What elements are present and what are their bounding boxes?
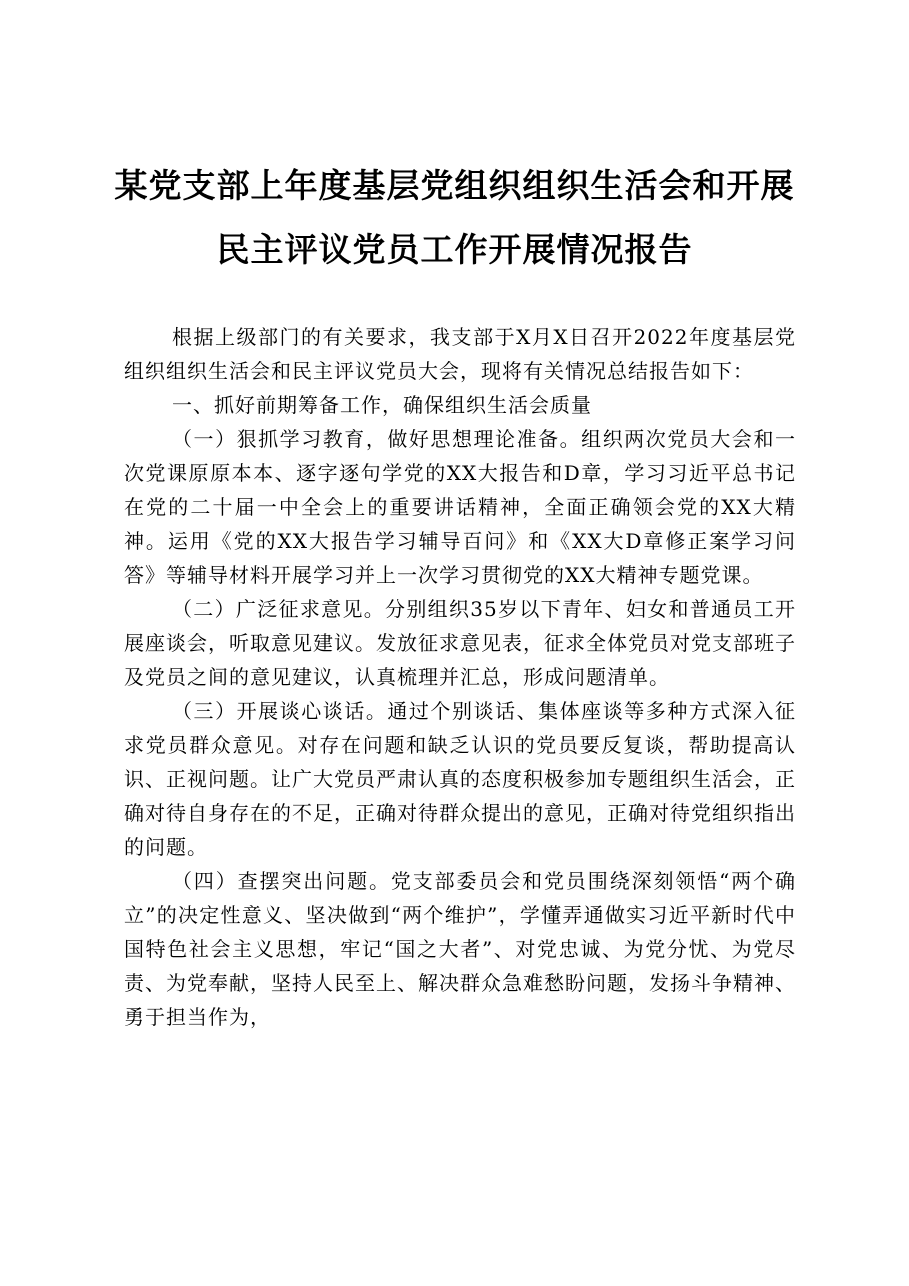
paragraph-heart-to-heart-talks: （三）开展谈心谈话。通过个别谈话、集体座谈等多种方式深入征求党员群众意见。对存在问题和缺乏认识的党员要反复谈，帮助提高认识、正视问题。让广大党员严肃认真的态度积极参加专题组织生活会，正确对待自身存在的不足，正确对待群众提出的意见，正确对待党组织指出的问题。 <box>124 699 796 859</box>
document-title-line-2: 民主评议党员工作开展情况报告 <box>216 230 693 269</box>
paragraph-solicit-opinions: （二）广泛征求意见。分别组织35岁以下青年、妇女和普通员工开展座谈会，听取意见建议。发放征求意见表，征求全体党员对党支部班子及党员之间的意见建议，认真梳理并汇总，形成问题清单。 <box>124 597 796 689</box>
document-title-line-1: 某党支部上年度基层党组织组织生活会和开展 <box>114 166 795 205</box>
section-heading-1: 一、抓好前期筹备工作，确保组织生活会质量 <box>172 393 592 417</box>
paragraph-identify-problems: （四）查摆突出问题。党支部委员会和党员围绕深刻领悟“两个确立”的决定性意义、坚决做到“两个维护”，学懂弄通做实习近平新时代中国特色社会主义思想，牢记“国之大者”、对党忠诚、为党分忧、为党尽责、为党奉献，坚持人民至上、解决群众急难愁盼问题，发扬斗争精神、勇于担当作为， <box>124 869 796 1029</box>
paragraph-study-education: （一）狠抓学习教育，做好思想理论准备。组织两次党员大会和一次党课原原本本、逐字逐句学党的XX大报告和D章，学习习近平总书记在党的二十届一中全会上的重要讲话精神，全面正确领会党的XX大精神。运用《党的XX大报告学习辅导百问》和《XX大D章修正案学习问答》等辅导材料开展学习并上一次学习贯彻党的XX大精神专题党课。 <box>124 427 796 587</box>
intro-paragraph: 根据上级部门的有关要求，我支部于X月X日召开2022年度基层党组织组织生活会和民主评议党员大会，现将有关情况总结报告如下： <box>124 325 796 383</box>
document-body <box>124 320 796 1034</box>
